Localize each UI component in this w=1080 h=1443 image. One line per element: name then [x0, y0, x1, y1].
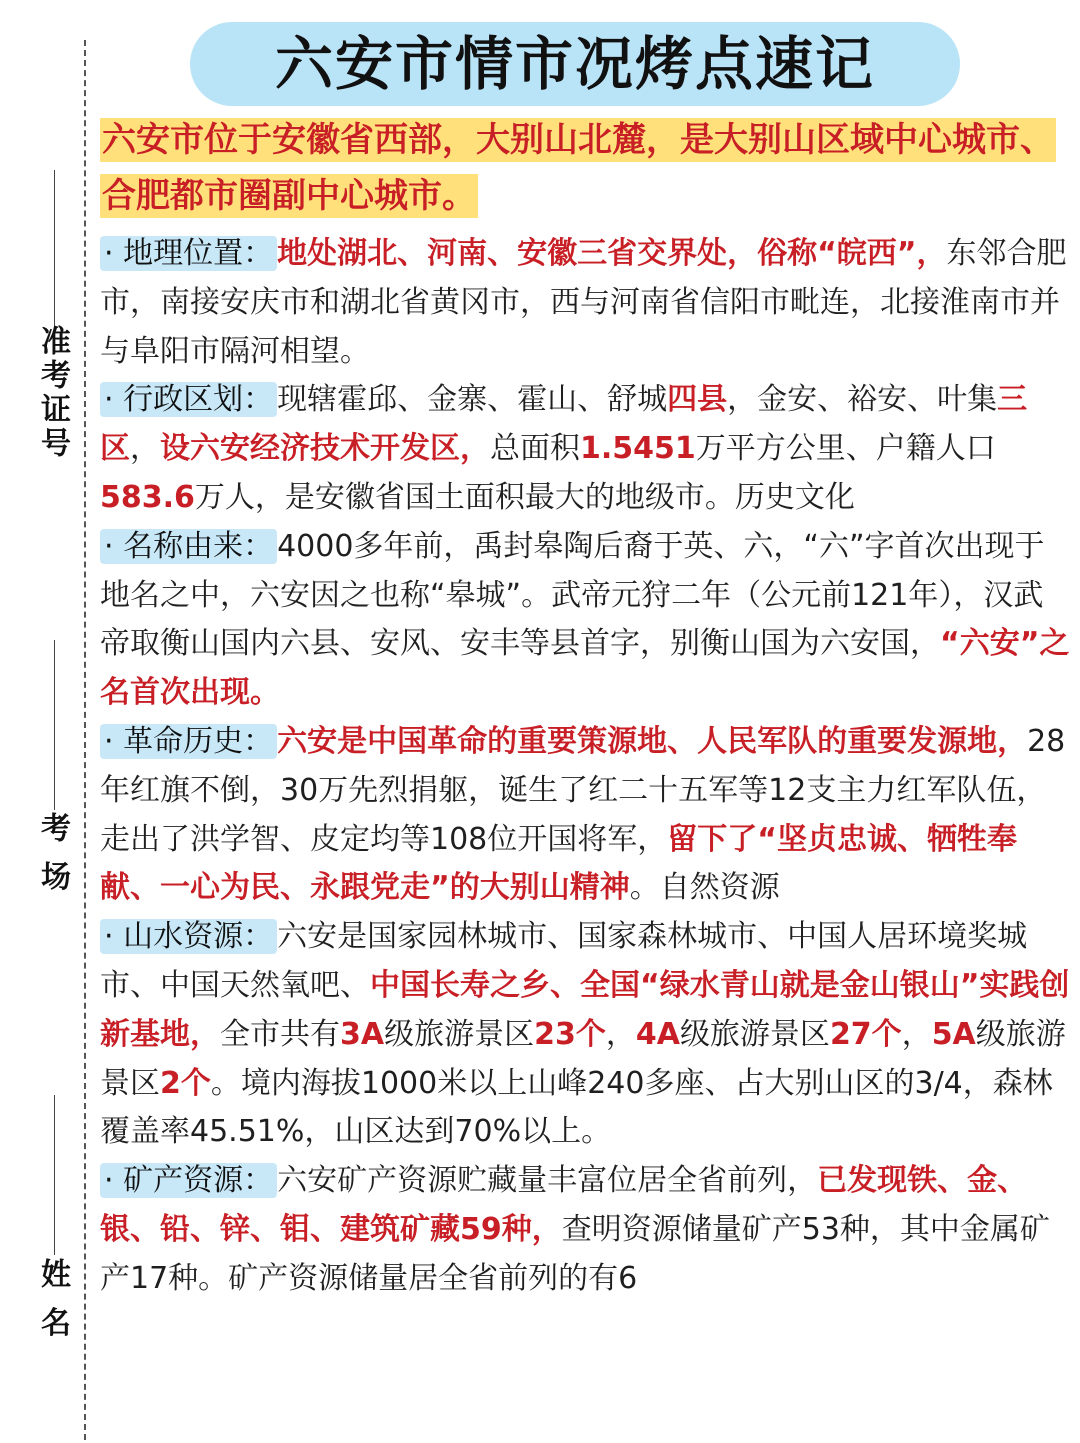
nature-highlight-1: 中国长寿之乡、全国“绿水青山就是金山银山”实践创新基地，: [100, 967, 1070, 1052]
section-label-mineral: · 矿产资源：: [100, 1163, 277, 1198]
section-label-nature: · 山水资源：: [100, 919, 277, 954]
revolution-text-1: 28年红旗不倒，30万先烈捐躯，诞生了红二十五军等12支主力红军队伍，走出了洪学智、皮定均等108位开国将军，: [100, 723, 1066, 857]
admin-highlight-2: 三区: [100, 382, 1028, 467]
admin-text-3: ，: [130, 431, 160, 467]
geo-highlight: 地处湖北、河南、安徽三省交界处，俗称“皖西”，: [277, 236, 947, 271]
intro-text: 六安市位于安徽省西部，大别山北麓，是大别山区域中心城市、合肥都市圈副中心城市。: [102, 120, 1054, 216]
section-label-admin: · 行政区划：: [100, 382, 277, 417]
exam-room-underline: [54, 640, 55, 810]
binding-margin: [0, 0, 95, 1443]
admin-text-2: ，金安、裕安、叶集: [727, 382, 998, 418]
section-mineral: [100, 1157, 1070, 1303]
geo-text: 东邻合肥市，南接安庆市和湖北省黄冈市，西与河南省信阳市毗连，北接淮南市并与阜阳市隔河相望。: [100, 236, 1067, 369]
nature-highlight-4a: 4A: [635, 1016, 680, 1052]
exam-id-underline: [54, 170, 55, 330]
nature-text-2: 全市共有: [220, 1016, 340, 1052]
revolution-highlight-2: 留下了“坚贞忠诚、牺牲奉献、一心为民、永跟党走”的大别山精神: [100, 821, 1017, 906]
section-admin: [100, 376, 1070, 522]
name-label: 姓 名: [35, 1258, 70, 1341]
mineral-text-2: 查明资源储量矿产53种，其中金属矿产17种。矿产资源储量居全省前列的有6: [100, 1211, 1050, 1296]
section-name: [100, 523, 1070, 718]
cut-line: [84, 40, 86, 1440]
admin-text-4: 总面积: [490, 431, 580, 467]
mineral-text-1: 六安矿产资源贮藏量丰富位居全省前列，: [277, 1163, 818, 1199]
nature-text-5: 级旅游景区: [679, 1016, 830, 1052]
page-title: 六安市情市况烤点速记: [274, 30, 875, 98]
name-underline: [54, 1095, 55, 1255]
admin-highlight-area: 1.5451: [580, 431, 696, 467]
section-revolution: [100, 718, 1070, 913]
admin-highlight-population: 583.6: [100, 479, 195, 515]
section-label-revolution: · 革命历史：: [100, 724, 277, 759]
nature-text-1: 六安是国家园林城市、国家森林城市、中国人居环境奖城市、中国天然氧吧、: [100, 919, 1028, 1003]
admin-highlight-3: 设六安经济技术开发区，: [160, 431, 490, 467]
section-label-name: · 名称由来：: [100, 529, 277, 564]
main-content: [100, 112, 1070, 1304]
admin-text-1: 现辖霍邱、金寨、霍山、舒城: [277, 382, 668, 418]
nature-text-3: 级旅游景区: [384, 1016, 535, 1052]
nature-highlight-5a: 5A: [931, 1016, 976, 1052]
intro-paragraph: [100, 112, 1070, 224]
nature-text-8: 。境内海拔1000米以上山峰240多座、占大别山区的3/4，森林覆盖率45.51%，山区达到70%以上。: [100, 1065, 1053, 1150]
nature-text-7: 级旅游景区: [100, 1016, 1066, 1101]
name-highlight: “六安”之名首次出现。: [100, 626, 1070, 711]
section-label-geo: · 地理位置：: [100, 236, 277, 271]
nature-highlight-5a-count: 2个: [160, 1065, 211, 1101]
nature-highlight-4a-count: 27个: [829, 1016, 902, 1052]
nature-highlight-3a-count: 23个: [534, 1016, 606, 1052]
nature-text-4: ，: [605, 1016, 636, 1052]
section-nature: [100, 913, 1070, 1157]
exam-id-label: 准考证号: [35, 325, 70, 461]
admin-text-5: 万平方公里、户籍人口: [695, 431, 996, 467]
mineral-highlight: 已发现铁、金、银、铅、锌、钼、建筑矿藏59种，: [100, 1163, 1028, 1247]
nature-highlight-3a: 3A: [340, 1016, 385, 1052]
revolution-text-2: 。自然资源: [629, 870, 780, 906]
nature-text-6: ，: [901, 1016, 932, 1052]
admin-highlight-1: 四县: [667, 382, 728, 418]
revolution-highlight-1: 六安是中国革命的重要策源地、人民军队的重要发源地，: [277, 723, 1028, 759]
admin-text-6: 万人，是安徽省国土面积最大的地级市。历史文化: [194, 479, 855, 515]
section-geo: [100, 230, 1070, 376]
exam-room-label: 考 场: [35, 812, 70, 895]
name-text: 4000多年前，禹封皋陶后裔于英、六，“六”字首次出现于地名之中，六安因之也称“皋城”。武帝元狩二年（公元前121年），汉武帝取衡山国内六县、安风、安丰等县首字，别衡山国为六安国，: [100, 528, 1045, 662]
